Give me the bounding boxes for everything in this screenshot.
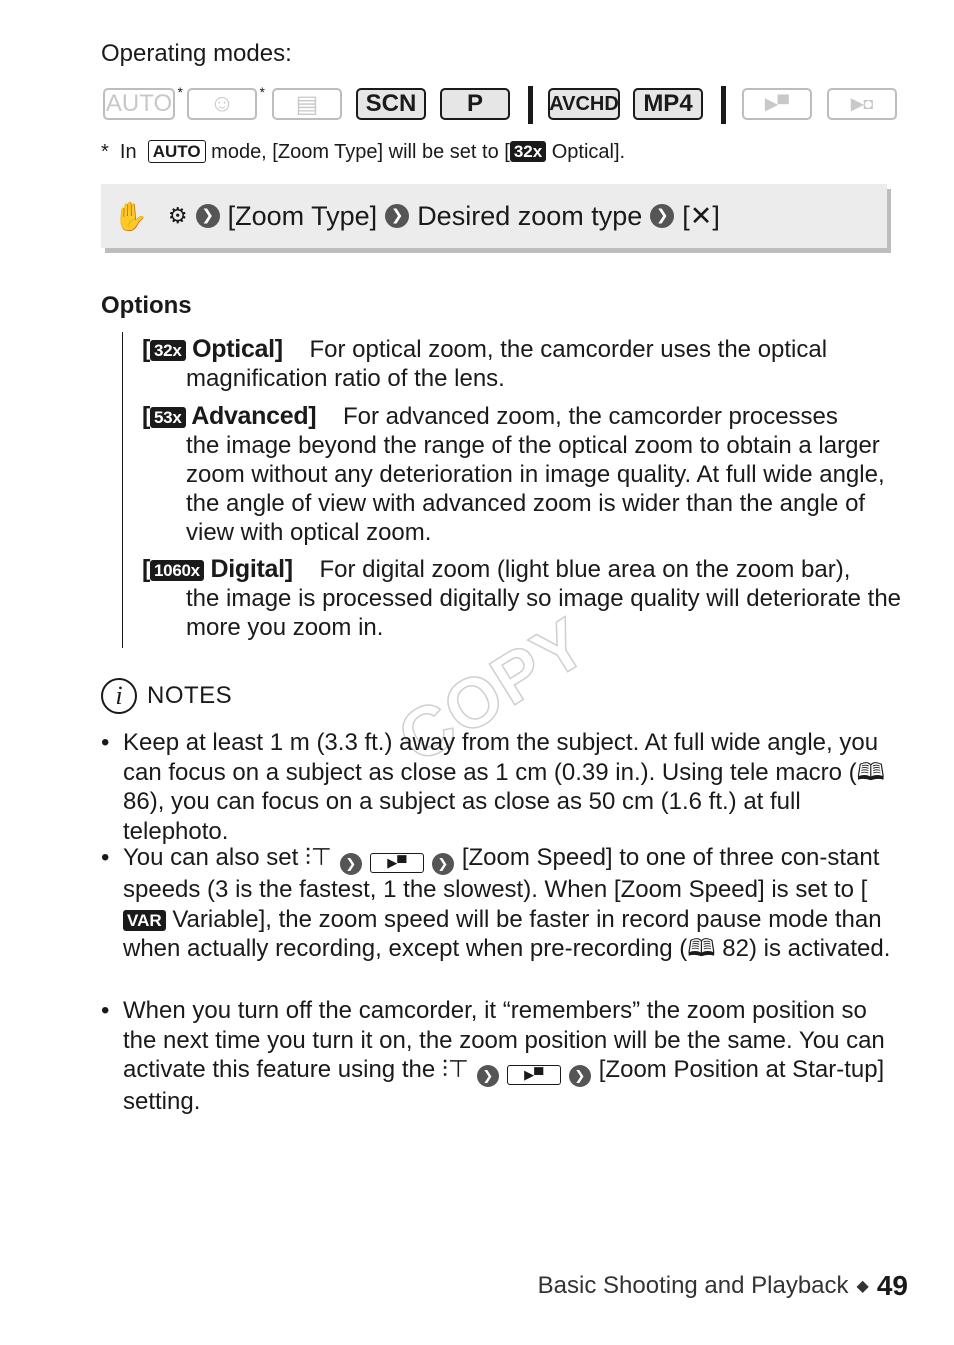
next-arrow-icon: ❯ <box>477 1065 499 1087</box>
mode-separator <box>528 86 533 124</box>
step-zoom-type: [Zoom Type] <box>227 200 378 231</box>
diamond-icon: ◆ <box>856 1278 869 1295</box>
note-item: • You can also set ⫶⊤ ❯ ▶▀ ❯ [Zoom Speed] to one of three con-stant speeds (3 is the fastest, 1 the slowest). When [Zoom Speed] is set to [VAR Variable], the zoom speed will be faster in record pause mode than when actually recording, except when pre-recording (🕮 82) is activated. <box>101 844 891 962</box>
var-chip: VAR <box>123 910 166 931</box>
note-item: • When you turn off the camcorder, it “remembers” the zoom position so the next time you turn it on, the zoom position will be the same. You can activate this feature using the ⫶⊤ ❯ ▶▀ ❯ [Zoom Position at Star-tup] setting. <box>101 997 885 1115</box>
mode-baby-icon: ☺ * <box>187 88 257 120</box>
option-optical: [ 32x Optical] For optical zoom, the camcorder uses the optical magnification ratio of the lens. <box>142 335 828 392</box>
touch-hand-icon: ✋ <box>113 200 148 232</box>
mode-p-icon: P <box>440 88 510 120</box>
next-arrow-icon: ❯ <box>650 204 674 228</box>
zoom-32x-chip: 32x <box>510 141 546 162</box>
option-advanced: [ 53x Advanced] For advanced zoom, the camcorder processes the image beyond the range of the optical zoom to obtain a larger zoom without any deterioration in image quality. At full wide angle, the angle of view with advanced zoom is wider than the angle of view with optical zoom. <box>142 402 885 546</box>
mode-separator <box>721 86 726 124</box>
next-arrow-icon: ❯ <box>569 1065 591 1087</box>
next-arrow-icon: ❯ <box>196 204 220 228</box>
option-digital: [ 1060x Digital] For digital zoom (light blue area on the zoom bar), the image is processed digitally so image quality will deteriorate the more you zoom in. <box>142 555 902 641</box>
note-item: • Keep at least 1 m (3.3 ft.) away from the subject. At full wide angle, you can focus on a subject as close as 1 cm (0.39 in.). Using tele macro (🕮 86), you can focus on a subject as close as 50 cm (1.6 ft.) at full telephoto. <box>101 729 885 845</box>
zoom-1060x-chip: 1060x <box>150 560 204 581</box>
mode-avchd-icon: AVCHD <box>548 88 620 120</box>
next-arrow-icon: ❯ <box>432 853 454 875</box>
book-icon: 🕮 <box>687 935 716 962</box>
zoom-53x-chip: 53x <box>150 407 185 428</box>
next-arrow-icon: ❯ <box>340 853 362 875</box>
section-title: Basic Shooting and Playback <box>537 1272 849 1299</box>
movie-tab-icon: ▶▀ <box>507 1065 561 1085</box>
options-heading: Options <box>101 292 192 319</box>
mode-mp4-icon: MP4 <box>633 88 703 120</box>
movie-tab-icon: ▶▀ <box>370 853 424 873</box>
procedure-box <box>101 184 887 248</box>
next-arrow-icon: ❯ <box>385 204 409 228</box>
step-desired-zoom-type: Desired zoom type <box>417 200 643 231</box>
mode-photo-playback-icon: ▶◘ <box>827 88 897 120</box>
zoom-32x-chip: 32x <box>150 340 185 361</box>
auto-mode-footnote: * In AUTO mode, [Zoom Type] will be set to [ 32x Optical]. <box>101 141 626 163</box>
page-footer <box>538 1270 908 1302</box>
mode-cinema-icon: ▤ <box>272 88 342 120</box>
copy-watermark: COPY <box>385 602 602 778</box>
setup-menu-icon: ⫶⊤ <box>304 844 332 871</box>
book-icon: 🕮 <box>856 758 885 786</box>
operating-modes-label: Operating modes: <box>101 40 292 67</box>
setup-menu-icon: ⫶⊤ <box>441 1056 469 1083</box>
mode-scn-icon: SCN <box>356 88 426 120</box>
camera-menu-icon: ⚙ <box>167 203 188 228</box>
page-number: 49 <box>876 1270 908 1301</box>
mode-icons-row <box>101 86 901 124</box>
mode-movie-playback-icon: ▶▀ <box>742 88 812 120</box>
notes-label: NOTES <box>147 682 233 709</box>
options-rule <box>122 332 123 648</box>
auto-chip: AUTO <box>148 140 206 163</box>
step-close: [✕] <box>682 200 720 231</box>
info-icon: i <box>101 678 137 714</box>
notes-header <box>101 678 232 714</box>
mode-auto-icon: AUTO * <box>103 88 175 120</box>
